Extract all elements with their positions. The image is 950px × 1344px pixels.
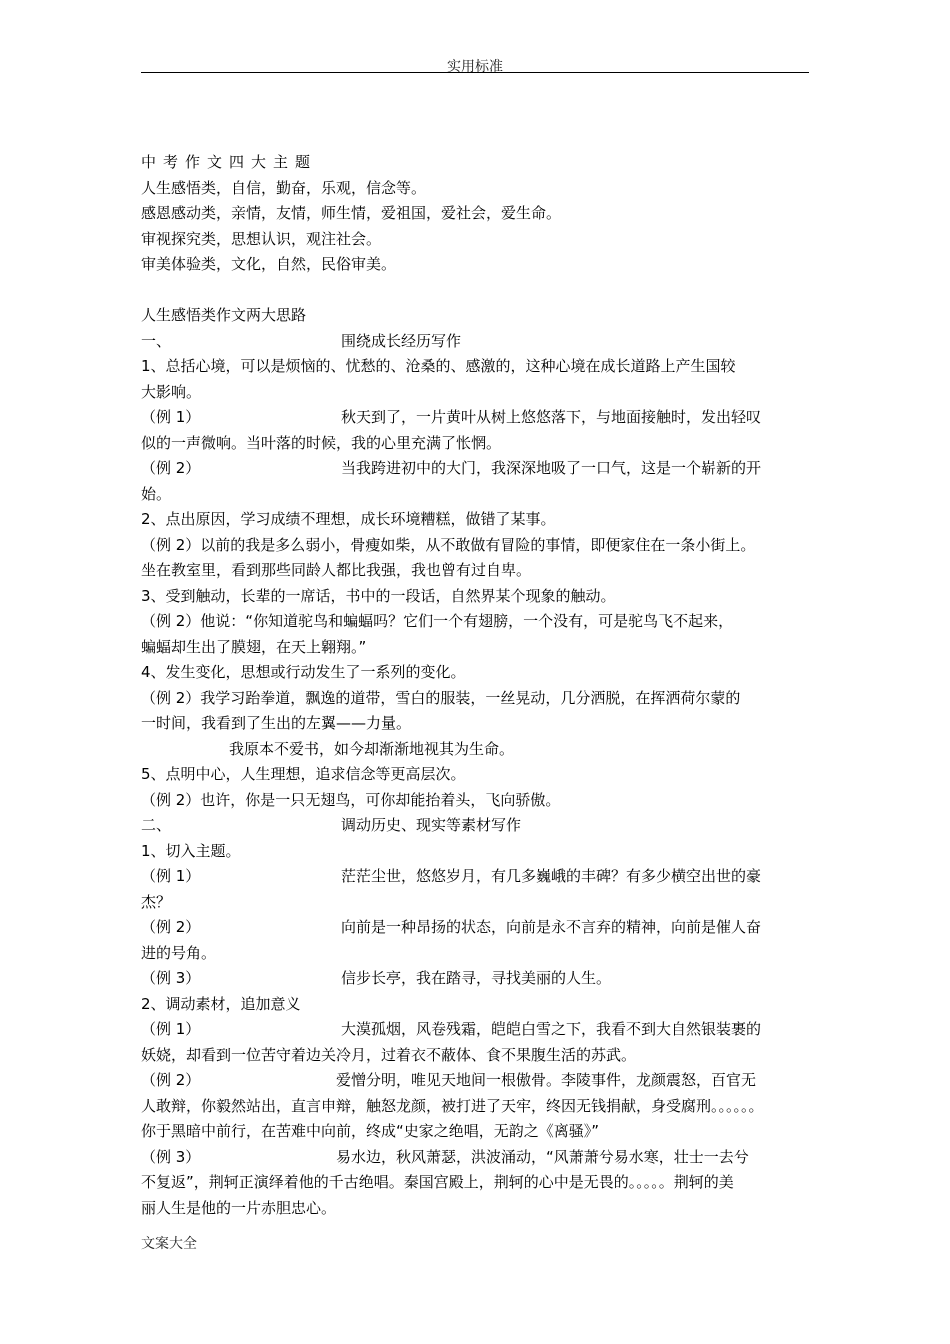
- paragraph-line: 进的号角。: [141, 943, 217, 962]
- example-text: 茫茫尘世，悠悠岁月，有几多巍峨的丰碑？有多少横空出世的豪: [341, 867, 762, 885]
- part-two-heading: [141, 813, 813, 839]
- outline-title: 人生感悟类作文两大思路: [141, 306, 307, 324]
- paragraph-line: （例 2）以前的我是多么弱小，骨瘦如柴，从不敢做有冒险的事情，即便家住在一条小街上。: [141, 535, 756, 554]
- example-label: （例 2）: [141, 1071, 201, 1089]
- paragraph-line: 3、受到触动，长辈的一席话，书中的一段话，自然界某个现象的触动。: [141, 586, 616, 605]
- part-number: 一、: [141, 331, 172, 350]
- example-label: （例 3）: [141, 969, 201, 987]
- paragraph-line: 我原本不爱书，如今却渐渐地视其为生命。: [229, 739, 515, 758]
- page-footer: 文案大全: [141, 1236, 197, 1252]
- paragraph-line: 你于黑暗中前行，在苦难中向前，终成“史家之绝唱，无韵之《离骚》”: [141, 1122, 600, 1140]
- example-line: [141, 915, 813, 941]
- example-line: [141, 966, 813, 992]
- example-line: [141, 864, 813, 890]
- part-one-heading: [141, 329, 813, 355]
- paragraph-line: 4、发生变化，思想或行动发生了一系列的变化。: [141, 663, 466, 681]
- example-label: （例 3）: [141, 1147, 201, 1166]
- paragraph-line: 杰？: [141, 892, 172, 911]
- document-body: [141, 150, 813, 1221]
- part-title: 围绕成长经历写作: [341, 331, 462, 350]
- paragraph-line: 1、切入主题。: [141, 841, 241, 860]
- topics-title: 中考作文四大主题: [141, 153, 318, 171]
- paragraph-line: 5、点明中心，人生理想，追求信念等更高层次。: [141, 765, 466, 783]
- example-line: [141, 1017, 813, 1043]
- example-text: 易水边，秋风萧瑟，洪波涌动，“风萧萧兮易水寒，壮士一去兮: [336, 1147, 749, 1166]
- example-text: 大漠孤烟，风卷残霜，皑皑白雪之下，我看不到大自然银装裹的: [341, 1020, 762, 1038]
- example-label: （例 2）: [141, 918, 201, 936]
- part-title: 调动历史、现实等素材写作: [341, 816, 522, 834]
- example-label: （例 1）: [141, 1020, 201, 1038]
- paragraph-line: （例 2）我学习跆拳道，飘逸的道带，雪白的服装，一丝晃动，几分洒脱，在挥洒荷尔蒙的: [141, 688, 741, 707]
- paragraph-line: （例 2）他说：“你知道驼鸟和蝙蝠吗？它们一个有翅膀，一个没有，可是驼鸟飞不起来，: [141, 612, 734, 630]
- example-label: （例 1）: [141, 867, 201, 885]
- part-number: 二、: [141, 816, 172, 834]
- paragraph-line: （例 2）也许，你是一只无翅鸟，可你却能抬着头，飞向骄傲。: [141, 790, 561, 809]
- paragraph-line: 一时间，我看到了生出的左翼——力量。: [141, 714, 412, 732]
- example-line: [141, 405, 813, 431]
- example-line: [141, 456, 813, 482]
- paragraph-line: 蝙蝠却生出了膜翅，在天上翱翔。”: [141, 637, 367, 656]
- topic-item: 人生感悟类，自信，勤奋，乐观，信念等。: [141, 178, 427, 197]
- paragraph-line: 1、总括心境，可以是烦恼的、忧愁的、沧桑的、感激的，这种心境在成长道路上产生国较: [141, 357, 736, 375]
- paragraph-line: 妖娆，却看到一位苦守着边关冷月，过着衣不蔽体、食不果腹生活的苏武。: [141, 1045, 637, 1064]
- blank-line: [141, 278, 813, 304]
- example-label: （例 2）: [141, 459, 201, 477]
- paragraph-line: 大影响。: [141, 382, 202, 401]
- header-divider: [141, 72, 809, 73]
- paragraph-line: 似的一声微响。当叶落的时候，我的心里充满了怅惘。: [141, 433, 502, 452]
- example-line: [141, 1145, 813, 1171]
- example-text: 信步长亭，我在踏寻，寻找美丽的人生。: [341, 969, 612, 987]
- page-header: 实用标准: [447, 59, 503, 75]
- paragraph-line: 2、点出原因，学习成绩不理想，成长环境糟糕，做错了某事。: [141, 510, 556, 528]
- topic-item: 审视探究类，思想认识，观注社会。: [141, 229, 382, 248]
- paragraph-line: 丽人生是他的一片赤胆忠心。: [141, 1198, 337, 1217]
- paragraph-line: 2、调动素材，追加意义: [141, 994, 301, 1013]
- topic-item: 感恩感动类，亲情，友情，师生情，爱祖国，爱社会，爱生命。: [141, 204, 562, 222]
- example-text: 秋天到了，一片黄叶从树上悠悠落下，与地面接触时，发出轻叹: [341, 408, 762, 426]
- example-text: 向前是一种昂扬的状态，向前是永不言弃的精神，向前是催人奋: [341, 918, 762, 936]
- paragraph-line: 人敢辩，你毅然站出，直言申辩，触怒龙颜，被打进了天牢，终因无钱捐献，身受腐刑。。。。。。: [141, 1096, 764, 1115]
- example-text: 当我跨进初中的大门，我深深地吸了一口气，这是一个崭新的开: [341, 459, 762, 477]
- example-line: [141, 1068, 813, 1094]
- topic-item: 审美体验类，文化，自然，民俗审美。: [141, 255, 397, 273]
- example-text: 爱憎分明，唯见天地间一根傲骨。李陵事件，龙颜震怒，百官无: [336, 1071, 757, 1089]
- example-label: （例 1）: [141, 408, 201, 426]
- paragraph-line: 坐在教室里，看到那些同龄人都比我强，我也曾有过自卑。: [141, 561, 532, 579]
- paragraph-line: 不复返”，荆轲正演绎着他的千古绝唱。秦国宫殿上，荆轲的心中是无畏的。。。。。荆轲的美: [141, 1173, 734, 1191]
- paragraph-line: 始。: [141, 484, 172, 503]
